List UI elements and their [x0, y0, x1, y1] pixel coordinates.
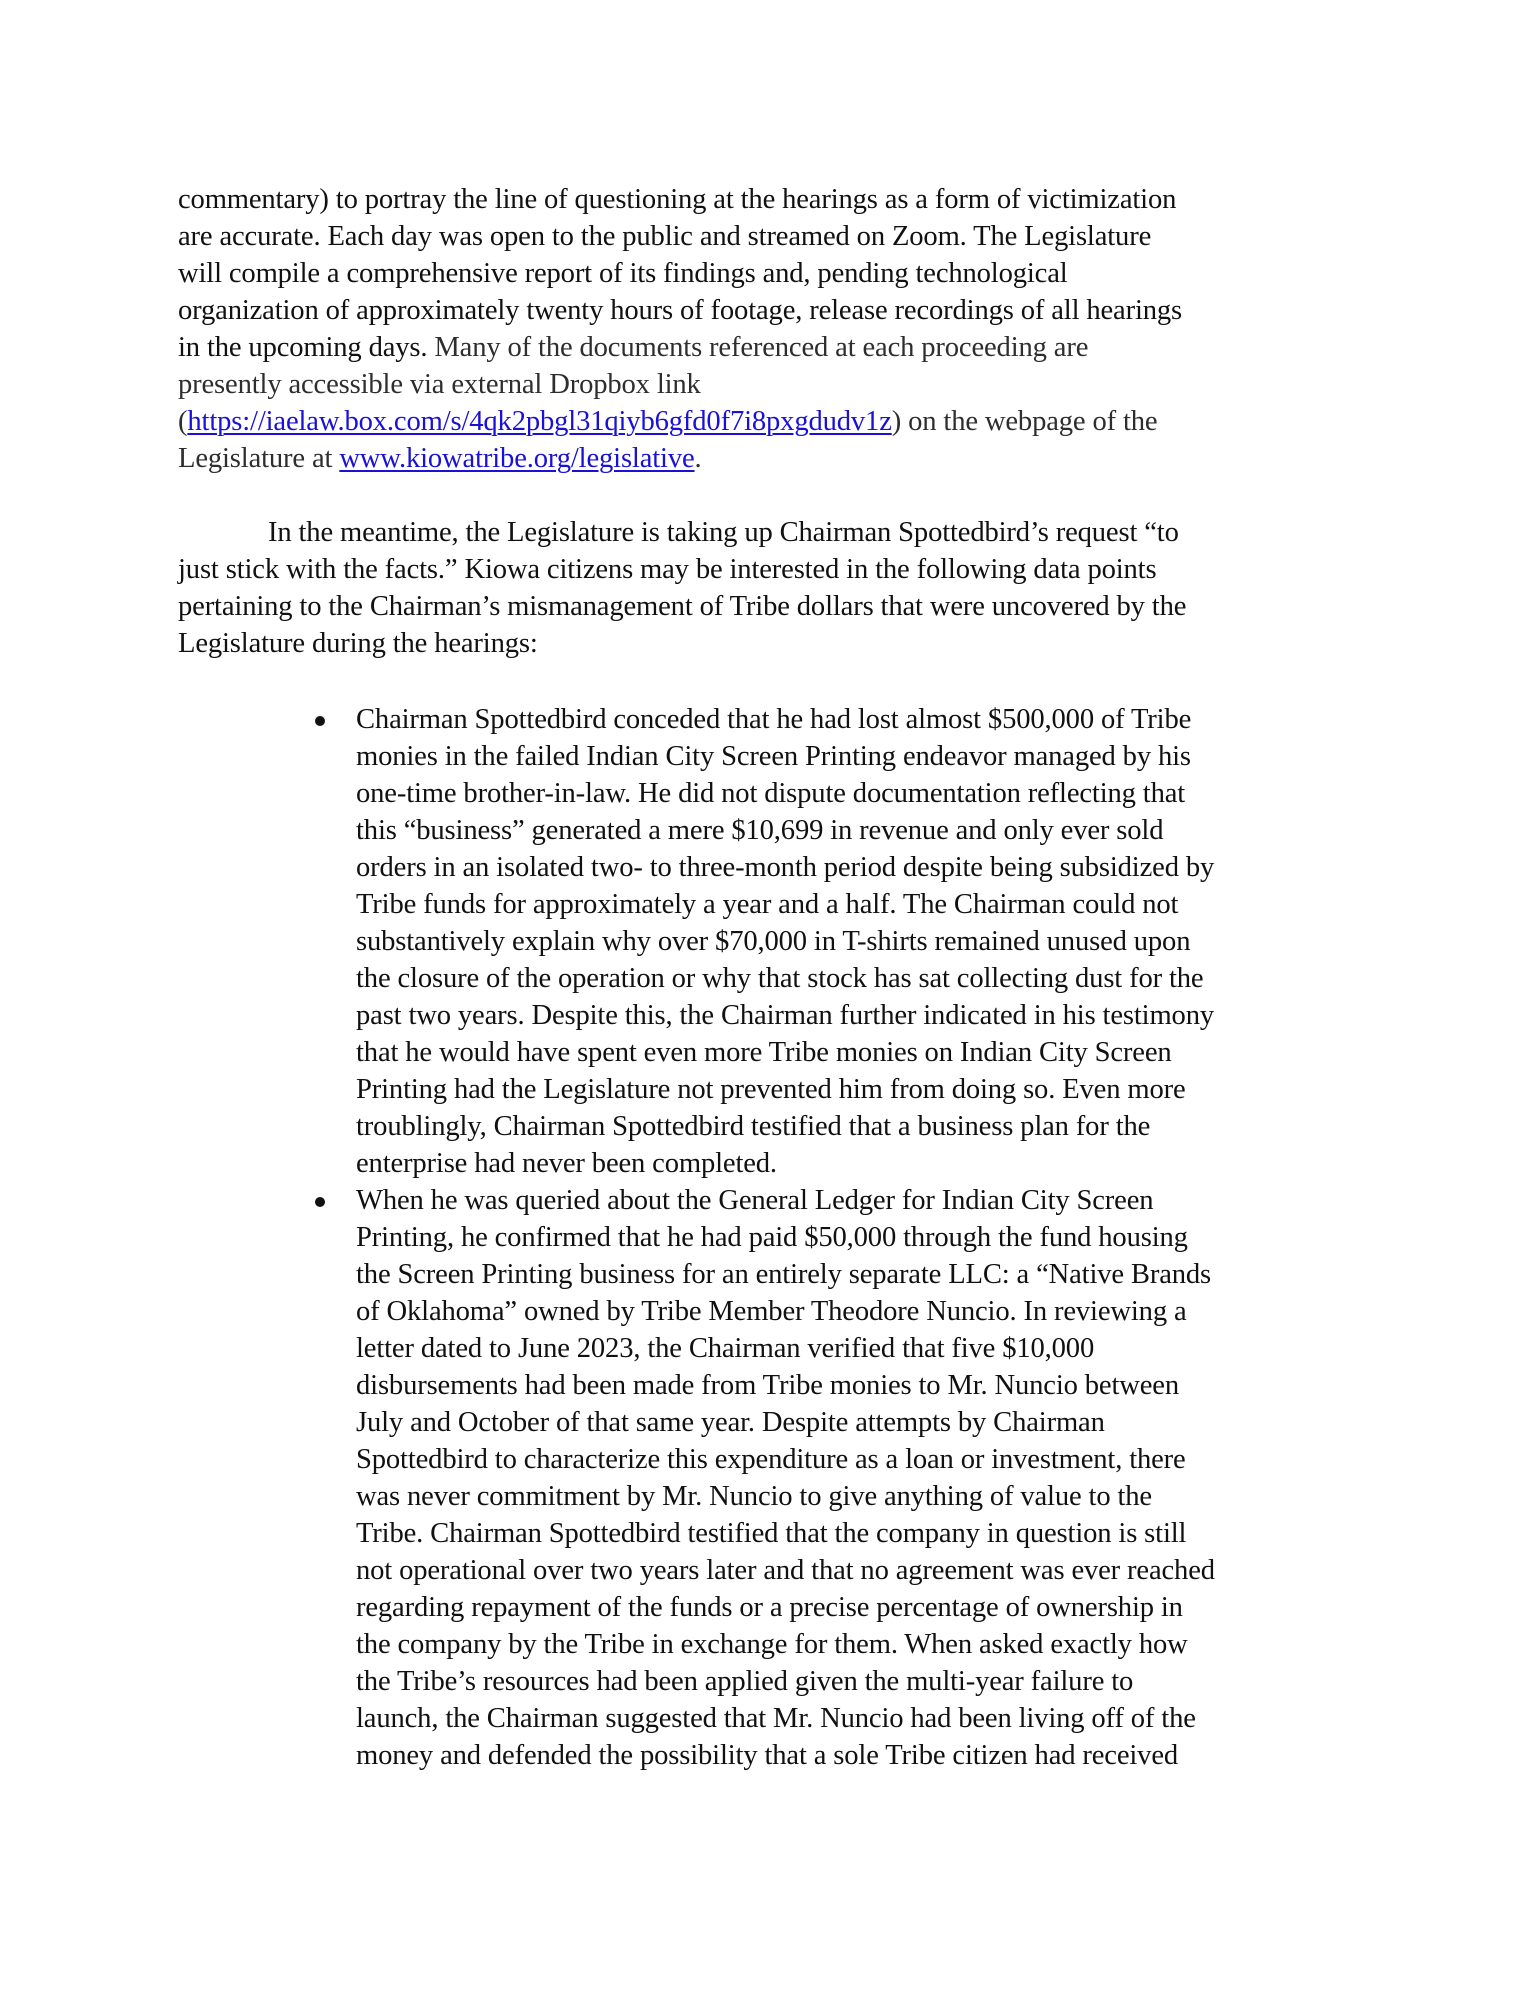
- text-line: disbursements had been made from Tribe monies to Mr. Nuncio between: [356, 1370, 1179, 1401]
- text-line: pertaining to the Chairman’s mismanagement of Tribe dollars that were uncovered by the: [178, 591, 1187, 622]
- text-span: .: [694, 443, 702, 474]
- text-line: Printing, he confirmed that he had paid $50,000 through the fund housing: [356, 1222, 1188, 1253]
- text-line: was never commitment by Mr. Nuncio to give anything of value to the: [356, 1481, 1152, 1512]
- text-line: letter dated to June 2023, the Chairman verified that five $10,000: [356, 1333, 1095, 1364]
- text-line: enterprise had never been completed.: [356, 1148, 777, 1179]
- text-line: [178, 440, 702, 477]
- text-line: Chairman Spottedbird conceded that he had lost almost $500,000 of Tribe: [356, 704, 1192, 735]
- bullet-icon: [315, 1197, 325, 1207]
- dropbox-link[interactable]: https://iaelaw.box.com/s/4qk2pbgl31qiyb6gfd0f7i8pxgdudv1z: [187, 406, 892, 437]
- text-line: this “business” generated a mere $10,699 in revenue and only ever sold: [356, 815, 1164, 846]
- text-line: regarding repayment of the funds or a precise percentage of ownership in: [356, 1592, 1183, 1623]
- text-line: will compile a comprehensive report of its findings and, pending technological: [178, 258, 1068, 289]
- text-line: substantively explain why over $70,000 in T-shirts remained unused upon: [356, 926, 1191, 957]
- text-span: Legislature at: [178, 443, 340, 474]
- text-line: launch, the Chairman suggested that Mr. Nuncio had been living off of the: [356, 1703, 1196, 1734]
- text-line: Tribe. Chairman Spottedbird testified that the company in question is still: [356, 1518, 1187, 1549]
- text-line: one-time brother-in-law. He did not dispute documentation reflecting that: [356, 778, 1186, 809]
- text-span: ) on the webpage of the: [891, 406, 1158, 437]
- text-line: [178, 329, 1088, 366]
- text-line: In the meantime, the Legislature is taking up Chairman Spottedbird’s request “to: [268, 517, 1179, 548]
- text-line: orders in an isolated two- to three-month period despite being subsidized by: [356, 852, 1215, 883]
- text-line: Spottedbird to characterize this expenditure as a loan or investment, there: [356, 1444, 1186, 1475]
- text-line: the closure of the operation or why that stock has sat collecting dust for the: [356, 963, 1204, 994]
- text-line: July and October of that same year. Despite attempts by Chairman: [356, 1407, 1105, 1438]
- text-line: monies in the failed Indian City Screen Printing endeavor managed by his: [356, 741, 1191, 772]
- text-line: commentary) to portray the line of questioning at the hearings as a form of victimization: [178, 184, 1177, 215]
- text-span-gray: Many of the documents referenced at each proceeding are: [427, 332, 1089, 363]
- text-line: organization of approximately twenty hours of footage, release recordings of all hearings: [178, 295, 1183, 326]
- text-line: presently accessible via external Dropbox link: [178, 369, 701, 400]
- text-line: Printing had the Legislature not prevented him from doing so. Even more: [356, 1074, 1186, 1105]
- text-line: When he was queried about the General Ledger for Indian City Screen: [356, 1185, 1154, 1216]
- text-line: Legislature during the hearings:: [178, 628, 538, 659]
- legislative-webpage-link[interactable]: www.kiowatribe.org/legislative: [339, 443, 695, 474]
- text-line: just stick with the facts.” Kiowa citizens may be interested in the following data points: [178, 554, 1157, 585]
- text-line: the Tribe’s resources had been applied given the multi-year failure to: [356, 1666, 1134, 1697]
- text-line: not operational over two years later and that no agreement was ever reached: [356, 1555, 1215, 1586]
- text-line: money and defended the possibility that a sole Tribe citizen had received: [356, 1740, 1179, 1771]
- text-line: are accurate. Each day was open to the public and streamed on Zoom. The Legislature: [178, 221, 1152, 252]
- open-paren: (: [178, 406, 188, 437]
- text-line: the company by the Tribe in exchange for them. When asked exactly how: [356, 1629, 1188, 1660]
- text-line: troublingly, Chairman Spottedbird testified that a business plan for the: [356, 1111, 1151, 1142]
- text-line: past two years. Despite this, the Chairman further indicated in his testimony: [356, 1000, 1214, 1031]
- bullet-icon: [315, 716, 325, 726]
- text-line: of Oklahoma” owned by Tribe Member Theodore Nuncio. In reviewing a: [356, 1296, 1187, 1327]
- text-span: in the upcoming days.: [178, 332, 428, 363]
- text-line: [178, 403, 1157, 440]
- text-line: that he would have spent even more Tribe monies on Indian City Screen: [356, 1037, 1172, 1068]
- text-line: Tribe funds for approximately a year and a half. The Chairman could not: [356, 889, 1179, 920]
- text-line: the Screen Printing business for an entirely separate LLC: a “Native Brands: [356, 1259, 1212, 1290]
